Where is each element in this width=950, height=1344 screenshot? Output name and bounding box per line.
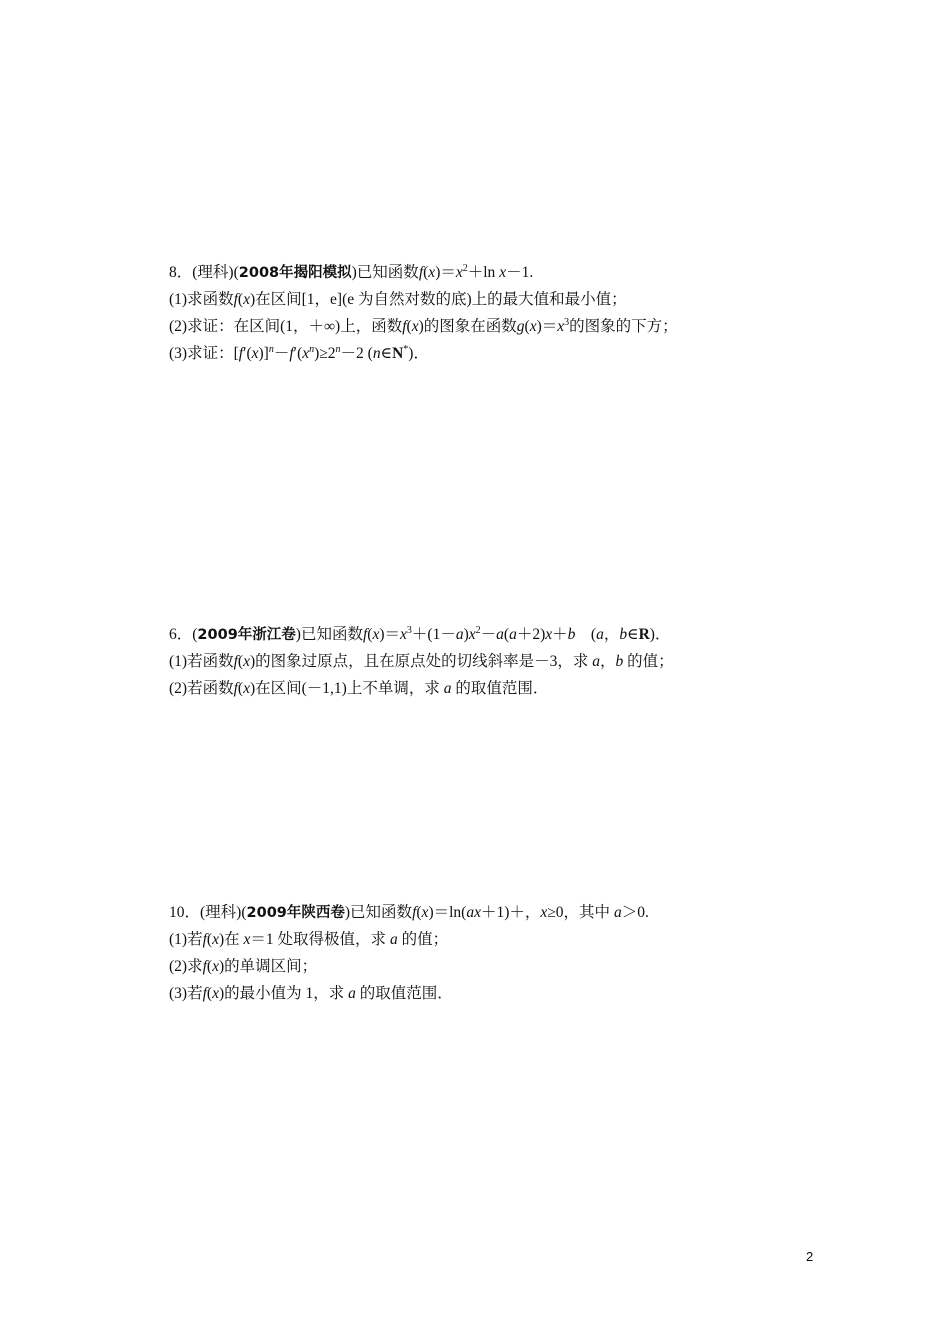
problem-10 (169, 899, 809, 1007)
problem-8-part-3: (3)求证：$[f'(x)]^n-f'(x^n)\ge 2^n-2$ (n∈N*)． (169, 343, 429, 362)
problem-6-stem: 6．(2009年浙江卷)已知函数$f(x)=x^3+(1-a)x^2-a(a+2)x+b$ (a，b∈R)． (169, 624, 671, 643)
problem-10-stem: 10．(理科)(2009年陕西卷)已知函数f(x)＝ln(ax＋1)＋，x≥0，其中 a＞0. (169, 904, 649, 921)
problem-8 (169, 259, 809, 367)
page-number: 2 (806, 1249, 814, 1264)
problem-10-part-1: (1)若f(x)在 x＝1 处取得极值，求 a 的值； (169, 931, 449, 948)
problem-10-part-3: (3)若f(x)的最小值为 1，求 a 的取值范围． (169, 985, 453, 1002)
problem-10-part-2: (2)求f(x)的单调区间； (169, 958, 318, 975)
problem-6-part-1: (1)若函数f(x)的图象过原点，且在原点处的切线斜率是－3，求 a，b 的值； (169, 653, 674, 670)
problem-8-stem: 8．(理科)(2008年揭阳模拟)已知函数$f(x)=x^2+\ln$ x－1. (169, 262, 534, 281)
problem-8-part-1: (1)求函数f(x)在区间[1，e](e 为自然对数的底)上的最大值和最小值； (169, 291, 627, 308)
problem-8-part-2: (2)求证：在区间(1，＋∞)上，函数f(x)的图象在函数$g(x)=x^3$的图象的下方； (169, 316, 678, 335)
problem-6 (169, 621, 809, 702)
problem-6-part-2: (2)若函数f(x)在区间(－1,1)上不单调，求 a 的取值范围． (169, 680, 549, 697)
